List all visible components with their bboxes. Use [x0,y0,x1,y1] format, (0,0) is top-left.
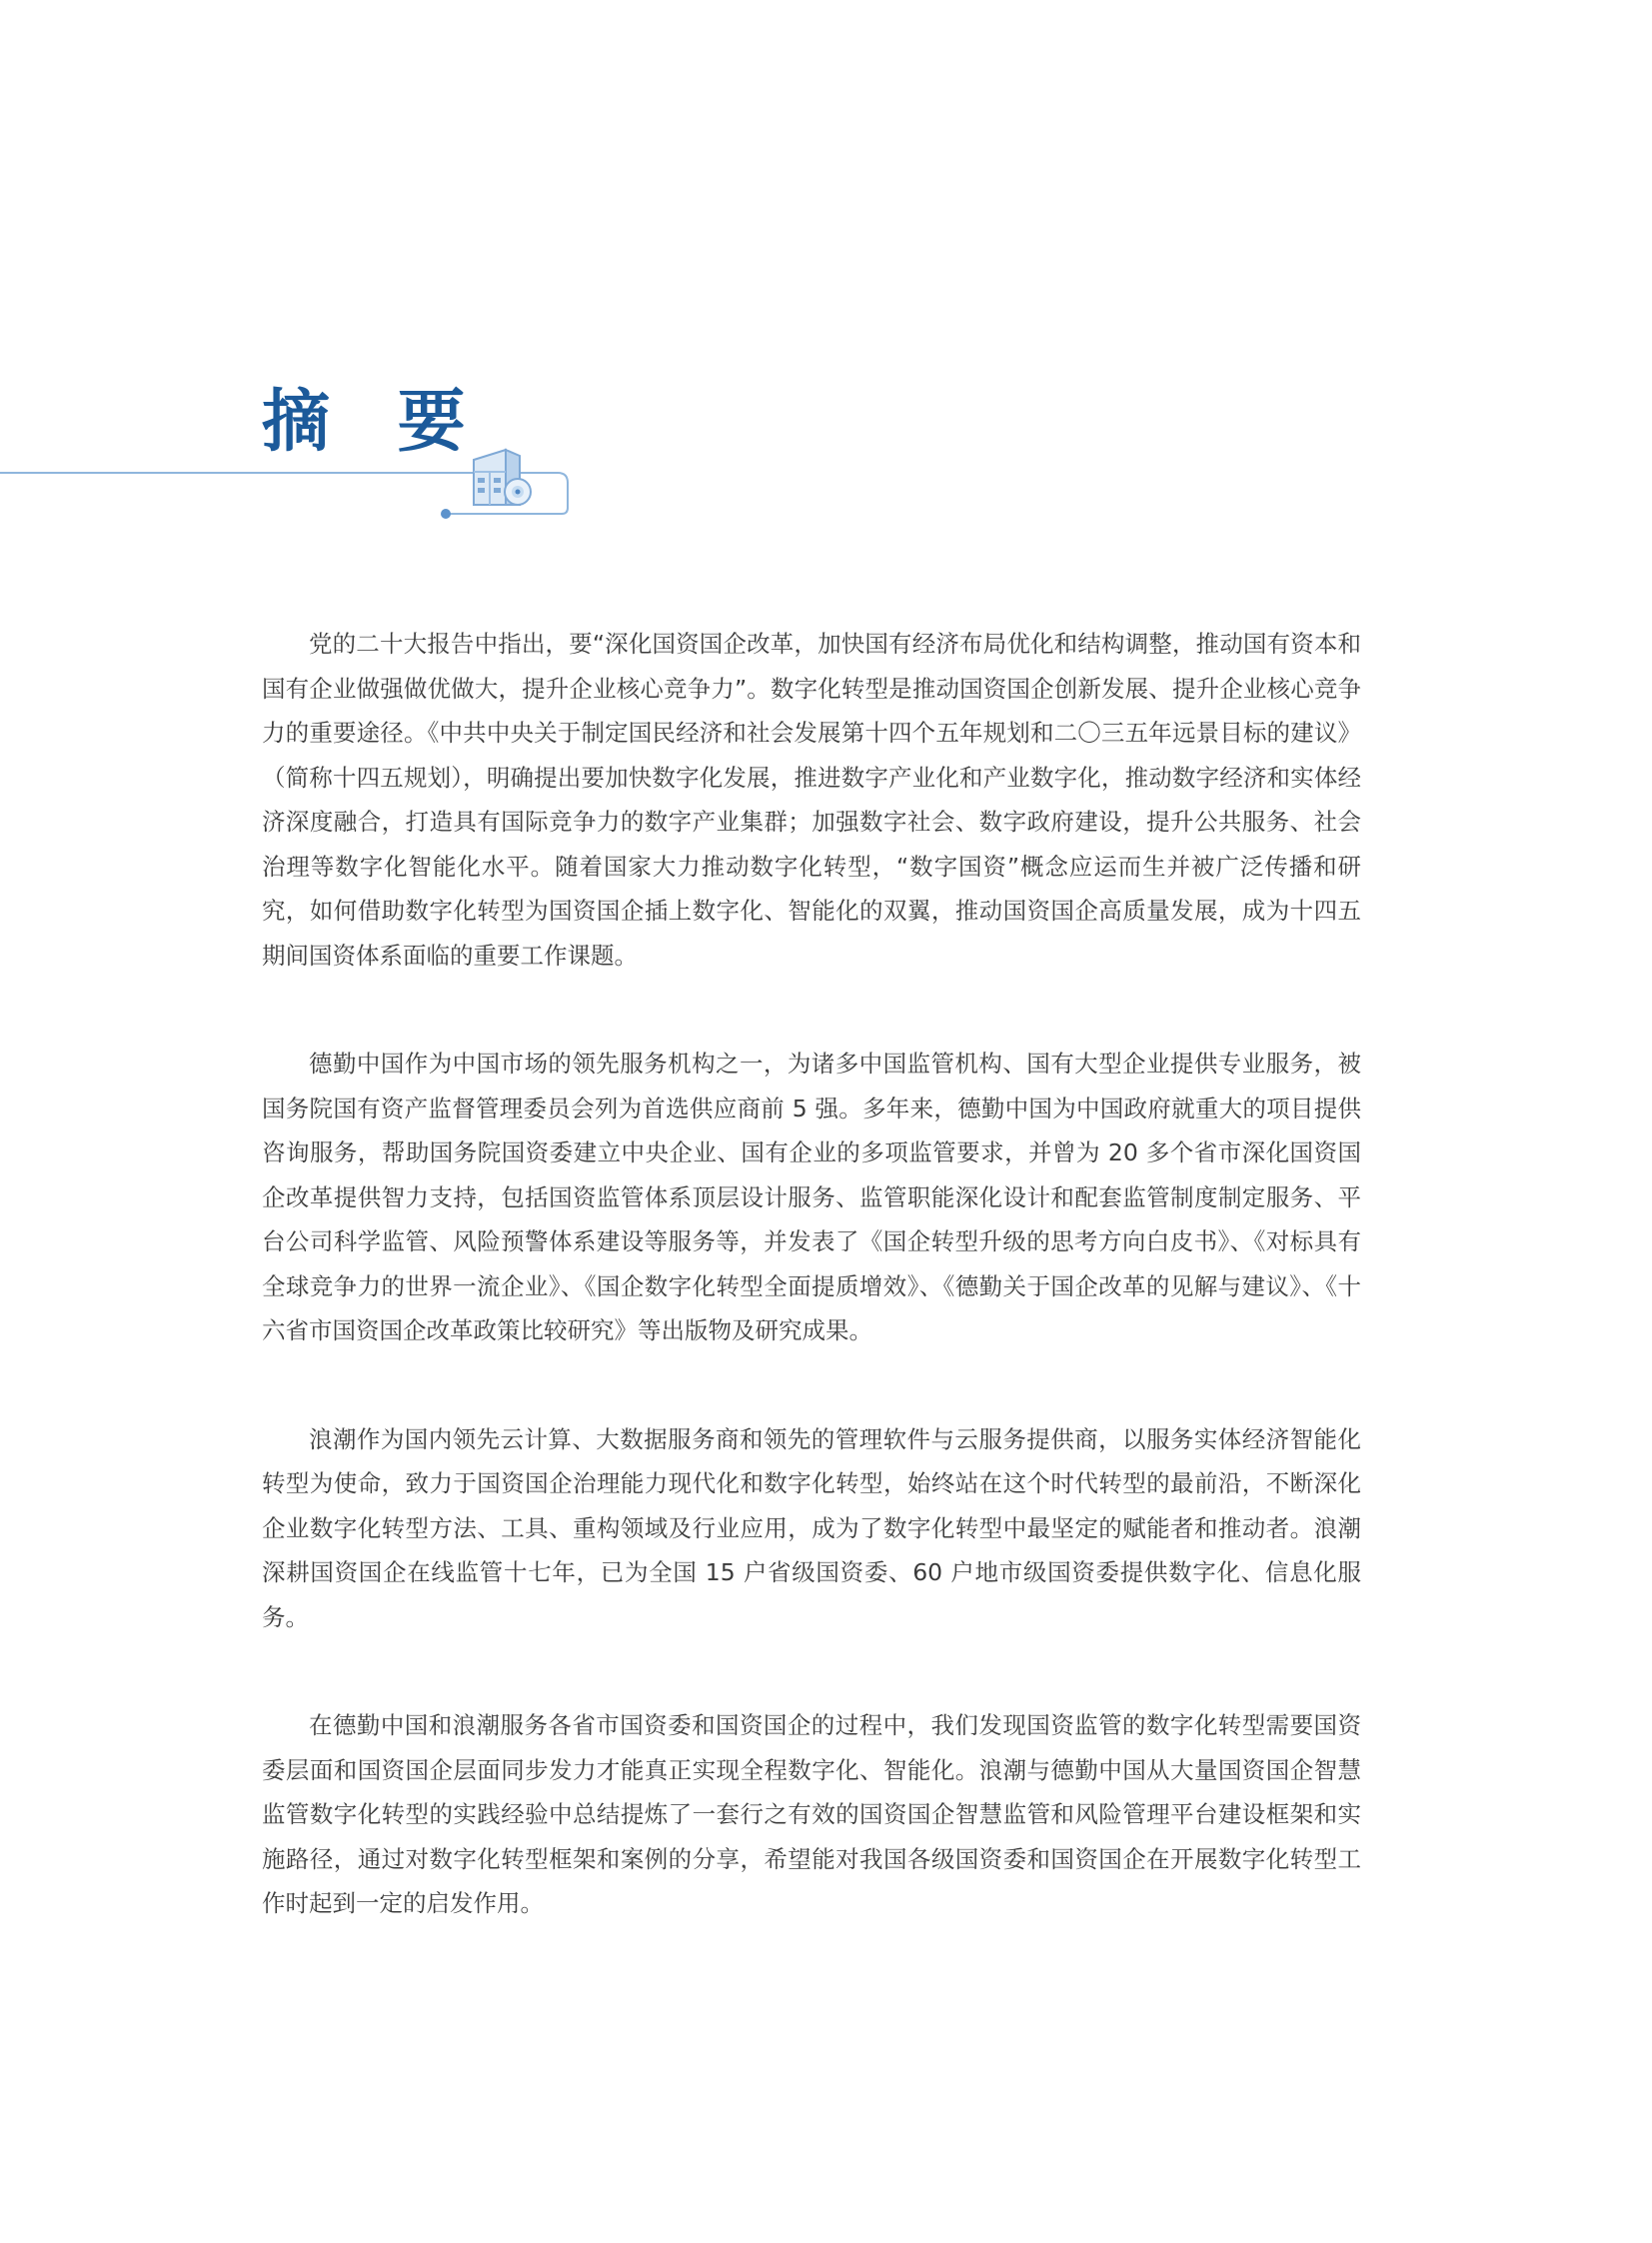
underline-end-dot [441,509,451,519]
abstract-body [262,622,1361,1990]
paragraph-3: 浪潮作为国内领先云计算、大数据服务商和领先的管理软件与云服务提供商，以服务实体经济智能化转型为使命，致力于国资国企治理能力现代化和数字化转型，始终站在这个时代转型的最前沿，不断深化企业数字化转型方法、工具、重构领域及行业应用，成为了数字化转型中最坚定的赋能者和推动者。浪潮深耕国资国企在线监管十七年，已为全国 15 户省级国资委、60 户地市级国资委提供数字化、信息化服务。 [262,1424,1361,1631]
paragraph-4: 在德勤中国和浪潮服务各省市国资委和国资国企的过程中，我们发现国资监管的数字化转型需要国资委层面和国资国企层面同步发力才能真正实现全程数字化、智能化。浪潮与德勤中国从大量国资国企智慧监管数字化转型的实践经验中总结提炼了一套行之有效的国资国企智慧监管和风险管理平台建设框架和实施路径，通过对数字化转型框架和案例的分享，希望能对我国各级国资委和国资国企在开展数字化转型工作时起到一定的启发作用。 [262,1711,1361,1917]
paragraph-1: 党的二十大报告中指出，要“深化国资国企改革，加快国有经济布局优化和结构调整，推动国有资本和国有企业做强做优做大，提升企业核心竞争力”。数字化转型是推动国资国企创新发展、提升企业核心竞争力的重要途径。《中共中央关于制定国民经济和社会发展第十四个五年规划和二〇三五年远景目标的建议》（简称十四五规划），明确提出要加快数字化发展，推进数字产业化和产业数字化，推动数字经济和实体经济深度融合，打造具有国际竞争力的数字产业集群；加强数字社会、数字政府建设，提升公共服务、社会治理等数字化智能化水平。随着国家大力推动数字化转型，“数字国资”概念应运而生并被广泛传播和研究，如何借助数字化转型为国资国企插上数字化、智能化的双翼，推动国资国企高质量发展，成为十四五期间国资体系面临的重要工作课题。 [262,630,1361,970]
magnifier-icon [505,479,531,505]
paragraph-2: 德勤中国作为中国市场的领先服务机构之一，为诸多中国监管机构、国有大型企业提供专业服务，被国务院国有资产监督管理委员会列为首选供应商前 5 强。多年来，德勤中国为中国政府就重大的项目提供咨询服务，帮助国务院国资委建立中央企业、国有企业的多项监管要求，并曾为 20 多个省市深化国资国企改革提供智力支持，包括国资监管体系顶层设计服务、监管职能深化设计和配套监管制度制定服务、平台公司科学监管、风险预警体系建设等服务等，并发表了《国企转型升级的思考方向白皮书》、《对标具有全球竞争力的世界一流企业》、《国企数字化转型全面提质增效》、《德勤关于国企改革的见解与建议》、《十六省市国资国企改革政策比较研究》等出版物及研究成果。 [262,1050,1361,1344]
page-title: 摘 要 [262,383,488,462]
title-underline-decoration [0,410,580,530]
